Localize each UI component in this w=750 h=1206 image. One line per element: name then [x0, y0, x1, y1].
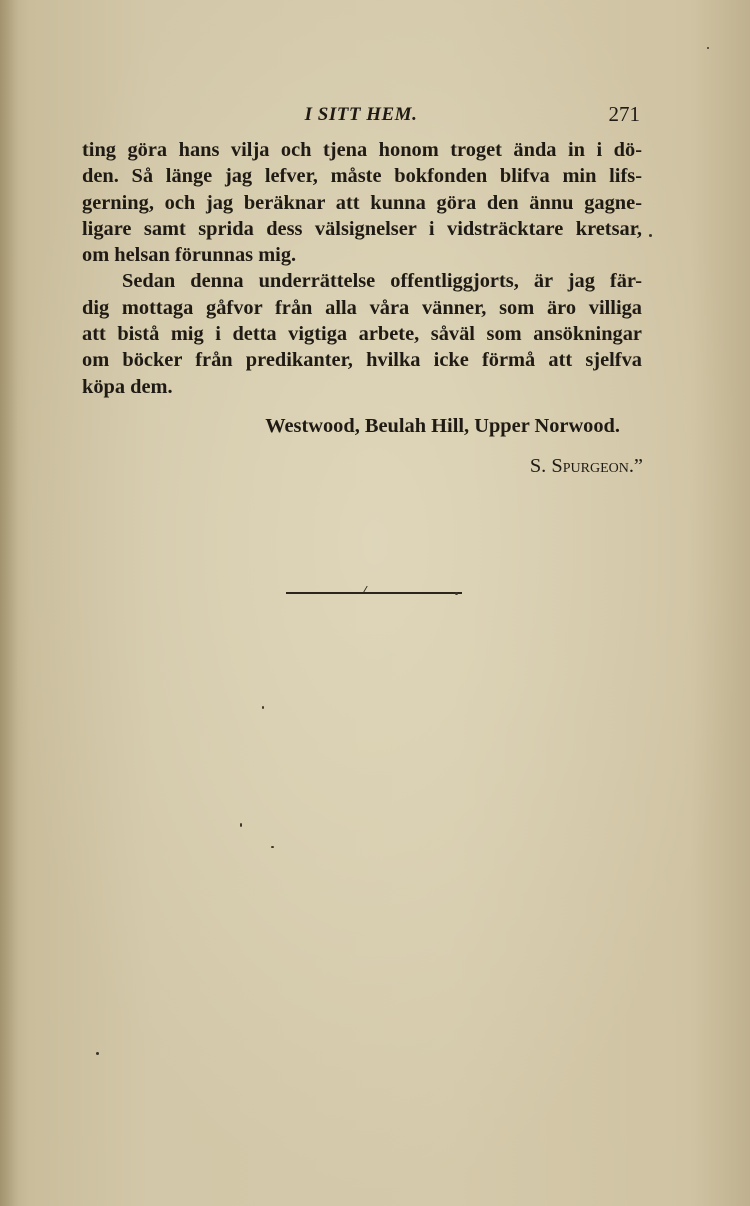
text-line: dig mottaga gåfvor från alla våra vänner, som äro villiga — [82, 296, 642, 319]
section-divider — [286, 592, 462, 594]
page-edge-shadow — [0, 0, 18, 1206]
text-line: gerning, och jag beräknar att kunna göra den ännu gagne- — [82, 191, 642, 214]
signature-text: S. Spurgeon.” — [529, 455, 643, 477]
letter-signature — [0, 455, 643, 478]
text-line: att bistå mig i detta vigtiga arbete, såväl som ansökningar — [82, 323, 642, 346]
text-line: om helsan förunnas mig. — [82, 244, 297, 267]
running-title: I SITT HEM. — [304, 104, 418, 125]
letter-address: Westwood, Beulah Hill, Upper Norwood. — [265, 415, 620, 437]
running-head — [82, 104, 640, 132]
text-line: köpa dem. — [82, 375, 173, 398]
paper-speck — [262, 706, 264, 709]
paper-speck — [240, 823, 242, 827]
paper-speck — [455, 592, 458, 595]
paper-speck — [271, 846, 274, 848]
text-line: ligare samt sprida dess välsignelser i vidsträcktare kretsar, — [82, 217, 642, 240]
text-line: den. Så länge jag lefver, måste bokfonden blifva min lifs- — [82, 165, 642, 188]
text-line: ting göra hans vilja och tjena honom troget ända in i dö- — [82, 139, 642, 161]
body-text — [82, 137, 642, 400]
page-number: 271 — [608, 102, 640, 126]
paper-speck — [96, 1052, 99, 1055]
paper-speck — [649, 234, 652, 237]
paper-speck — [707, 47, 709, 49]
text-line: om böcker från predikanter, hvilka icke förmå att sjelfva — [82, 349, 642, 372]
text-line: Sedan denna underrättelse offentliggjorts, är jag fär- — [122, 270, 642, 293]
